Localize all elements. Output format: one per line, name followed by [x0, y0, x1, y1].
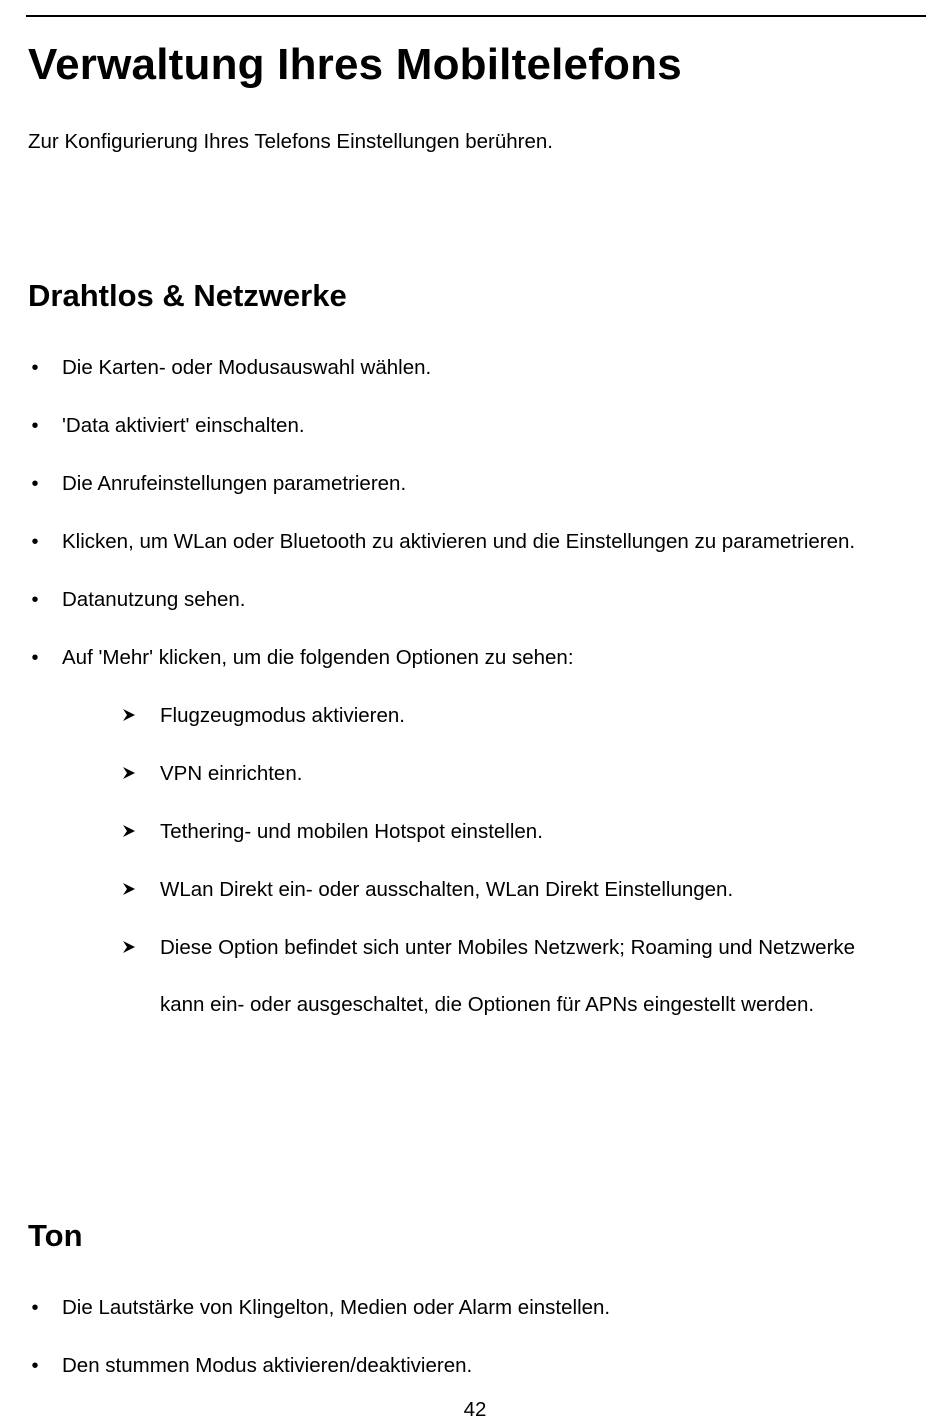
list-item: Die Anrufeinstellungen parametrieren. — [62, 472, 407, 495]
arrowhead-bullet-icon — [122, 876, 138, 904]
list-item: Auf 'Mehr' klicken, um die folgenden Optionen zu sehen: — [62, 646, 574, 669]
sub-list-item: WLan Direkt ein- oder ausschalten, WLan Direkt Einstellungen. — [160, 878, 734, 901]
list-item: Klicken, um WLan oder Bluetooth zu aktivieren und die Einstellungen zu parametrieren. — [62, 530, 856, 553]
list-item: Datanutzung sehen. — [62, 588, 246, 611]
page-number: 42 — [463, 1398, 487, 1421]
bullet-icon: • — [31, 1297, 39, 1319]
bullet-icon: • — [31, 647, 39, 669]
list-item: Die Lautstärke von Klingelton, Medien oder Alarm einstellen. — [62, 1296, 611, 1319]
list-item: 'Data aktiviert' einschalten. — [62, 414, 305, 437]
arrowhead-bullet-icon — [122, 934, 138, 962]
list-item: Die Karten- oder Modusauswahl wählen. — [62, 356, 432, 379]
bullet-icon: • — [31, 589, 39, 611]
bullet-icon: • — [31, 473, 39, 495]
arrowhead-bullet-icon — [122, 760, 138, 788]
bullet-icon: • — [31, 531, 39, 553]
bullet-icon: • — [31, 1355, 39, 1377]
top-rule — [26, 15, 926, 17]
list-item: Den stummen Modus aktivieren/deaktivieren. — [62, 1354, 473, 1377]
sub-list-item: Diese Option befindet sich unter Mobiles Netzwerk; Roaming und Netzwerke — [160, 936, 856, 959]
arrowhead-bullet-icon — [122, 702, 138, 730]
arrowhead-bullet-icon — [122, 818, 138, 846]
bullet-icon: • — [31, 357, 39, 379]
sub-list-item: Flugzeugmodus aktivieren. — [160, 704, 405, 727]
section-heading-sound: Ton — [28, 1218, 83, 1253]
section-heading-wireless: Drahtlos & Netzwerke — [28, 278, 347, 313]
page-title: Verwaltung Ihres Mobiltelefons — [28, 40, 682, 89]
intro-text: Zur Konfigurierung Ihres Telefons Einstellungen berühren. — [28, 130, 553, 153]
sub-list-item: Tethering- und mobilen Hotspot einstellen. — [160, 820, 543, 843]
sub-list-item-continuation: kann ein- oder ausgeschaltet, die Optionen für APNs eingestellt werden. — [160, 993, 815, 1016]
bullet-icon: • — [31, 415, 39, 437]
sub-list-item: VPN einrichten. — [160, 762, 303, 785]
